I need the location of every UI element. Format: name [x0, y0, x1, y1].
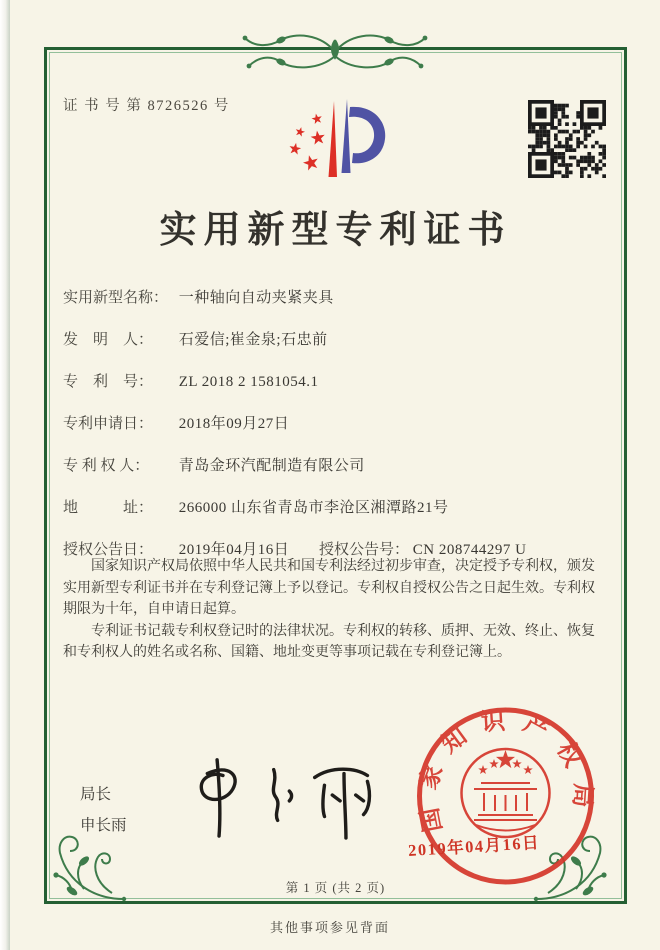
official-seal — [398, 703, 613, 889]
field-value: 2019年04月16日 — [178, 542, 290, 558]
field-row-address — [63, 496, 608, 538]
top-border-ornament-icon — [235, 26, 435, 74]
national-emblem-icon — [462, 749, 550, 837]
scan-edge-artifact — [0, 0, 10, 950]
field-row-name — [63, 286, 608, 328]
field-label: 专 利 权 人： — [63, 458, 150, 474]
field-label: 发 明 人： — [63, 332, 154, 348]
seal-date: 2019年04月16日 — [407, 832, 541, 861]
field-value: 2018年09月27日 — [178, 416, 290, 432]
director-signature-icon — [180, 752, 385, 840]
field-label: 实用新型名称： — [63, 290, 169, 306]
field-value: 一种轴向自动夹紧夹具 — [178, 290, 334, 306]
field-value: 青岛金环汽配制造有限公司 — [178, 458, 365, 474]
field-row-inventors — [63, 328, 608, 370]
signer-block — [80, 779, 127, 841]
field-value: 266000 山东省青岛市李沧区湘潭路21号 — [178, 500, 449, 516]
qr-code — [528, 100, 606, 178]
field-row-filing-date — [63, 412, 608, 454]
grant-number-value: CN 208744297 U — [412, 542, 527, 558]
seal-text: 国家知识产权局 — [414, 708, 596, 835]
field-label: 专利申请日： — [63, 416, 154, 432]
back-side-note: 其他事项参见背面 — [269, 920, 390, 935]
field-value: 石爱信;崔金泉;石忠前 — [178, 332, 328, 348]
field-label: 专 利 号： — [63, 374, 154, 390]
field-row-patent-number — [63, 370, 608, 412]
field-value: ZL 2018 2 1581054.1 — [178, 374, 319, 390]
field-label: 授权公告日： — [63, 542, 154, 558]
field-row-patentee — [63, 454, 608, 496]
certificate-title: 实用新型专利证书 — [159, 210, 512, 251]
cnipa-logo-icon — [283, 95, 393, 190]
legal-paragraph-1: 国家知识产权局依照中华人民共和国专利法经过初步审查，决定授予专利权，颁发实用新型专利证书并在专利登记簿上予以登记。专利权自授权公告之日起生效。专利权期限为十年，自申请日起算。 — [63, 559, 595, 617]
field-label: 地 址： — [63, 500, 154, 516]
legal-text — [63, 556, 595, 664]
certificate-fields — [63, 286, 608, 580]
certificate-number: 证 书 号 第 8726526 号 — [63, 98, 230, 114]
legal-paragraph-2: 专利证书记载专利权登记时的法律状况。专利权的转移、质押、无效、终止、恢复和专利权人的姓名或名称、国籍、地址变更等事项记载在专利登记簿上。 — [63, 623, 595, 660]
signer-name: 申长雨 — [80, 817, 127, 834]
signer-title: 局长 — [80, 786, 112, 803]
grant-number-label: 授权公告号： — [319, 542, 410, 558]
page-number-note: 第 1 页 (共 2 页) — [285, 881, 386, 895]
